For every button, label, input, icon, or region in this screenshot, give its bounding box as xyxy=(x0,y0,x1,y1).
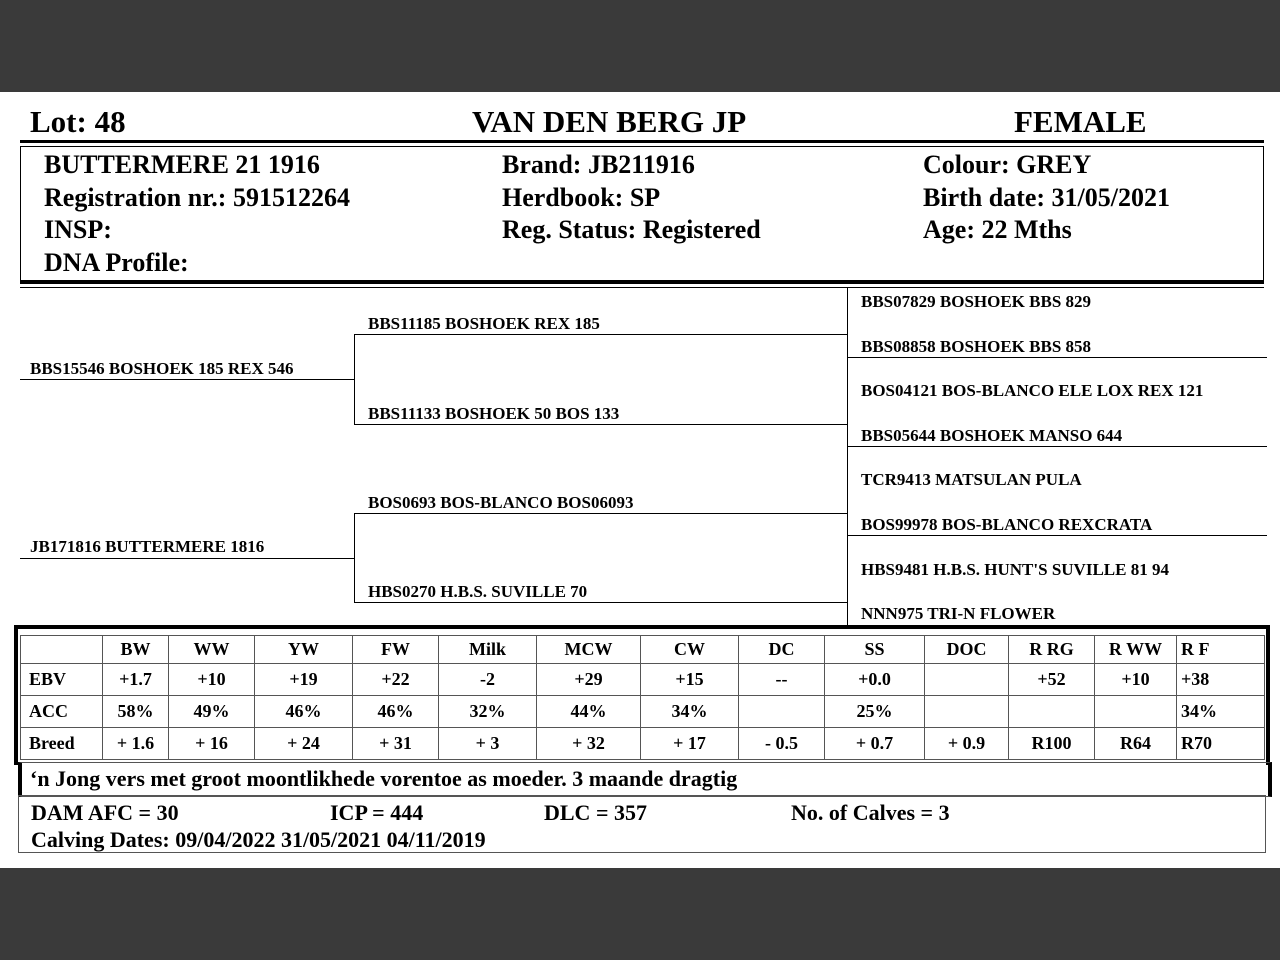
info-divider-thin xyxy=(20,287,1264,288)
dlc: DLC = 357 xyxy=(544,800,647,825)
ebv-cell: 32% xyxy=(439,696,537,728)
ebv-cell: 46% xyxy=(353,696,439,728)
ebv-cell: +19 xyxy=(255,664,353,696)
dam-sire-line xyxy=(354,513,848,514)
ebv-cell: +10 xyxy=(1095,664,1177,696)
ebv-cell: + 0.7 xyxy=(825,728,925,760)
ebv-cell xyxy=(925,696,1009,728)
breeder-name: VAN DEN BERG JP xyxy=(472,104,747,139)
ebv-cell: R100 xyxy=(1009,728,1095,760)
ebv-cell: +38 xyxy=(1177,664,1265,696)
ebv-header-row xyxy=(21,636,1265,664)
ebv-column-header: SS xyxy=(825,636,925,664)
pedigree-ggp-8: NNN975 TRI-N FLOWER xyxy=(861,604,1056,623)
pedigree-sire-sire: BBS11185 BOSHOEK REX 185 xyxy=(368,314,600,333)
ebv-cell: 44% xyxy=(537,696,641,728)
ebv-column-header: CW xyxy=(641,636,739,664)
header-divider xyxy=(20,140,1264,143)
pedigree-ggp-1: BBS07829 BOSHOEK BBS 829 xyxy=(861,292,1092,311)
ebv-row-breed xyxy=(21,728,1265,760)
ebv-cell: R64 xyxy=(1095,728,1177,760)
ebv-row-acc xyxy=(21,696,1265,728)
header-divider-thin xyxy=(20,146,1264,147)
ebv-row-label: ACC xyxy=(21,696,103,728)
dna-profile-label: DNA Profile: xyxy=(44,248,189,277)
sire-sire-line xyxy=(354,334,848,335)
lot-sheet xyxy=(0,92,1280,868)
herdbook: Herdbook: SP xyxy=(502,183,661,212)
pedigree-dam: JB171816 BUTTERMERE 1816 xyxy=(30,537,265,556)
sire-bracket xyxy=(354,334,355,425)
ebv-cell: -2 xyxy=(439,664,537,696)
ebv-cell: + 0.9 xyxy=(925,728,1009,760)
ebv-cell xyxy=(739,696,825,728)
dam-bracket xyxy=(354,513,355,603)
pedigree-sire: BBS15546 BOSHOEK 185 REX 546 xyxy=(30,359,294,378)
notes-box xyxy=(18,762,1272,797)
ggp-4-line xyxy=(847,446,1267,447)
ebv-cell: 34% xyxy=(641,696,739,728)
ebv-column-header: FW xyxy=(353,636,439,664)
lot-number: Lot: 48 xyxy=(30,104,126,139)
colour: Colour: GREY xyxy=(923,150,1092,179)
reg-status: Reg. Status: Registered xyxy=(502,215,761,244)
ebv-cell: +15 xyxy=(641,664,739,696)
ebv-column-header: DC xyxy=(739,636,825,664)
ebv-cell xyxy=(1009,696,1095,728)
ebv-cell: 58% xyxy=(103,696,169,728)
ebv-cell: + 31 xyxy=(353,728,439,760)
ebv-cell: + 16 xyxy=(169,728,255,760)
pedigree-ggp-2: BBS08858 BOSHOEK BBS 858 xyxy=(861,337,1092,356)
ebv-cell: + 1.6 xyxy=(103,728,169,760)
ebv-column-header: Milk xyxy=(439,636,537,664)
ebv-column-header: WW xyxy=(169,636,255,664)
registration-number: Registration nr.: 591512264 xyxy=(44,183,350,212)
ebv-column-header: YW xyxy=(255,636,353,664)
ebv-column-header: R F xyxy=(1177,636,1265,664)
ebv-cell: + 24 xyxy=(255,728,353,760)
ebv-cell: R70 xyxy=(1177,728,1265,760)
pedigree-sire-dam: BBS11133 BOSHOEK 50 BOS 133 xyxy=(368,404,620,423)
pedigree-ggp-4: BBS05644 BOSHOEK MANSO 644 xyxy=(861,426,1123,445)
info-box-left xyxy=(20,147,21,281)
ebv-cell: + 17 xyxy=(641,728,739,760)
ebv-row-ebv xyxy=(21,664,1265,696)
ebv-table xyxy=(20,635,1265,760)
ebv-cell: + 3 xyxy=(439,728,537,760)
ebv-frame-left xyxy=(14,625,18,765)
notes-text: ‘n Jong vers met groot moontlikhede vorentoe as moeder. 3 maande dragtig xyxy=(30,766,738,791)
ebv-cell: 46% xyxy=(255,696,353,728)
ebv-column-header: MCW xyxy=(537,636,641,664)
pedigree-ggp-6: BOS99978 BOS-BLANCO REXCRATA xyxy=(861,515,1153,534)
ebv-frame-top xyxy=(14,625,1270,629)
dam-afc: DAM AFC = 30 xyxy=(31,800,179,825)
sire-line xyxy=(20,379,354,380)
ebv-cell: +29 xyxy=(537,664,641,696)
brand: Brand: JB211916 xyxy=(502,150,695,179)
ebv-cell: -- xyxy=(739,664,825,696)
ebv-cell: +22 xyxy=(353,664,439,696)
ebv-cell xyxy=(1095,696,1177,728)
ebv-cell: - 0.5 xyxy=(739,728,825,760)
pedigree-column-divider xyxy=(847,288,848,628)
ggp-6-line xyxy=(847,535,1267,536)
sex-label: FEMALE xyxy=(1014,104,1147,139)
icp: ICP = 444 xyxy=(330,800,424,825)
pedigree-dam-sire: BOS0693 BOS-BLANCO BOS06093 xyxy=(368,493,634,512)
spacer xyxy=(847,379,848,380)
ebv-cell: +52 xyxy=(1009,664,1095,696)
pedigree-ggp-3: BOS04121 BOS-BLANCO ELE LOX REX 121 xyxy=(861,381,1204,400)
pedigree-dam-dam: HBS0270 H.B.S. SUVILLE 70 xyxy=(368,582,588,601)
ebv-cell: +1.7 xyxy=(103,664,169,696)
dam-dam-line xyxy=(354,602,848,603)
pedigree-ggp-5: TCR9413 MATSULAN PULA xyxy=(861,470,1082,489)
ebv-cell xyxy=(925,664,1009,696)
ebv-column-header xyxy=(21,636,103,664)
pedigree-ggp-7: HBS9481 H.B.S. HUNT'S SUVILLE 81 94 xyxy=(861,560,1169,579)
ebv-frame-right xyxy=(1266,625,1270,765)
sire-dam-line xyxy=(354,424,848,425)
ebv-cell: 34% xyxy=(1177,696,1265,728)
ebv-cell: 49% xyxy=(169,696,255,728)
animal-name: BUTTERMERE 21 1916 xyxy=(44,150,320,179)
ebv-row-label: EBV xyxy=(21,664,103,696)
info-box-right xyxy=(1263,147,1264,281)
info-divider xyxy=(20,280,1264,284)
number-of-calves: No. of Calves = 3 xyxy=(791,800,950,825)
dam-line xyxy=(20,558,354,559)
calving-dates: Calving Dates: 09/04/2022 31/05/2021 04/11/2019 xyxy=(31,827,486,852)
ebv-cell: 25% xyxy=(825,696,925,728)
dam-stats-box xyxy=(18,795,1266,853)
ebv-cell: +0.0 xyxy=(825,664,925,696)
ebv-cell: +10 xyxy=(169,664,255,696)
ebv-column-header: R RG xyxy=(1009,636,1095,664)
ebv-column-header: R WW xyxy=(1095,636,1177,664)
ebv-row-label: Breed xyxy=(21,728,103,760)
insp-label: INSP: xyxy=(44,215,112,244)
ebv-column-header: BW xyxy=(103,636,169,664)
ggp-2-line xyxy=(847,357,1267,358)
age: Age: 22 Mths xyxy=(923,215,1072,244)
birth-date: Birth date: 31/05/2021 xyxy=(923,183,1170,212)
ebv-cell: + 32 xyxy=(537,728,641,760)
ebv-column-header: DOC xyxy=(925,636,1009,664)
